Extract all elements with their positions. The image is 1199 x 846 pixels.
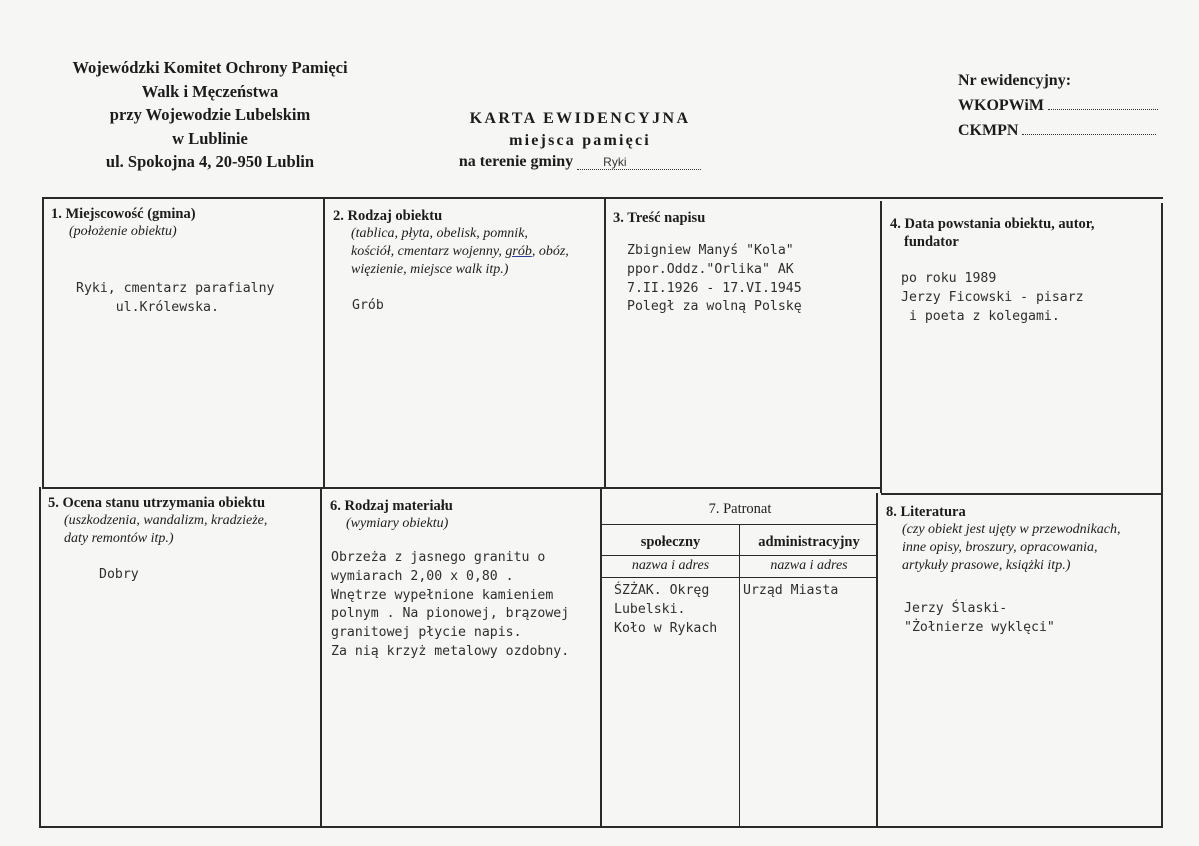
- registry-label: Nr ewidencyjny:: [958, 72, 1072, 89]
- section-literature-title: 8. Literatura: [886, 504, 966, 520]
- patronat-line-sub: [602, 577, 878, 578]
- section-material-title: 6. Rodzaj materiału: [330, 498, 453, 514]
- committee-line: Wojewódzki Komitet Ochrony Pamięci: [72, 58, 348, 77]
- grid-line-v1-bottom: [320, 487, 322, 828]
- wkopwim-row: [958, 93, 1158, 118]
- committee-line: w Lublinie: [172, 128, 248, 148]
- grid-line-v1-top: [323, 197, 325, 487]
- section-location-hint: (położenie obiektu): [69, 224, 177, 239]
- patronage-social-value: ŚZŻAK. Okręg Lubelski. Koło w Rykach: [614, 583, 718, 636]
- section-object-type: [333, 207, 601, 279]
- section-object-type-title: 2. Rodzaj obiektu: [333, 208, 443, 224]
- ckmpn-row: [958, 118, 1158, 143]
- gmina-value: Ryki: [603, 155, 627, 169]
- ckmpn-label: CKMPN: [958, 122, 1019, 139]
- ckmpn-field[interactable]: [1022, 122, 1156, 135]
- condition-hint-line: (uszkodzenia, wandalizm, kradzieże,: [64, 513, 268, 528]
- card-subtitle: miejsca pamięci: [509, 132, 651, 149]
- section-location-title: 1. Miejscowość (gmina): [51, 206, 196, 222]
- literature-hint-line: (czy obiekt jest ujęty w przewodnikach,: [902, 522, 1121, 537]
- card-title-block: [410, 110, 750, 171]
- section-creation: [890, 215, 1155, 251]
- object-type-hint-part: kościół, cmentarz wojenny,: [351, 244, 506, 259]
- gmina-field[interactable]: [577, 155, 701, 170]
- literature-value: Jerzy Ślaski- "Żołnierze wyklęci": [904, 601, 1055, 635]
- committee-address: [30, 56, 390, 174]
- patronage-admin-value: Urząd Miasta: [743, 583, 839, 598]
- section-literature: [886, 503, 1160, 575]
- patronat-line-cols: [602, 555, 878, 556]
- grid-line-left-bottom: [39, 487, 41, 828]
- gmina-line: [410, 153, 750, 171]
- literature-hint-line: inne opisy, broszury, opracowania,: [902, 540, 1098, 555]
- object-type-hint-line: [333, 243, 601, 261]
- committee-line: przy Wojewodzie Lubelskim: [109, 105, 311, 125]
- object-type-value: Grób: [352, 298, 384, 313]
- section-inscription: [613, 209, 705, 227]
- patronage-admin-header: administracyjny: [758, 534, 860, 550]
- location-value: Ryki, cmentarz parafialny ul.Królewska.: [76, 281, 275, 315]
- gmina-label: na terenie gminy: [458, 153, 574, 170]
- committee-line: Walk i Męczeństwa: [141, 81, 279, 101]
- condition-value: Dobry: [99, 567, 139, 582]
- patronage-social-sublabel: nazwa i adres: [631, 558, 710, 573]
- patronat-line-header: [602, 524, 878, 525]
- section-condition-title: 5. Ocena stanu utrzymania obiektu: [48, 495, 266, 511]
- object-type-hint-line: (tablica, płyta, obelisk, pomnik,: [351, 226, 528, 241]
- section-creation-title: fundator: [904, 234, 959, 250]
- grid-line-v2-top: [604, 197, 606, 487]
- grid-line-mid-left: [42, 487, 605, 489]
- section-material: [330, 497, 598, 533]
- registry-numbers: [958, 68, 1158, 143]
- card-title: KARTA EWIDENCYJNA: [469, 110, 691, 127]
- grid-line-mid-center: [605, 487, 881, 489]
- grid-line-right: [1161, 203, 1163, 828]
- grid-line-mid-right: [881, 493, 1163, 495]
- section-condition: [48, 494, 318, 548]
- material-hint: (wymiary obiektu): [346, 516, 449, 531]
- object-type-hint-grob: grób: [505, 244, 532, 259]
- section-patronage-title: 7. Patronat: [708, 501, 772, 517]
- object-type-hint-line: więzienie, miejsce walk itp.): [351, 262, 509, 277]
- grid-line-left-top: [42, 197, 44, 487]
- grid-line-top: [42, 197, 1163, 199]
- patronage-social-header: społeczny: [640, 534, 701, 550]
- grid-line-v3-top: [880, 201, 882, 493]
- section-inscription-title: 3. Treść napisu: [613, 210, 706, 226]
- wkopwim-label: WKOPWiM: [958, 97, 1044, 114]
- object-type-hint-part: , obóz,: [531, 244, 569, 259]
- inscription-value: Zbigniew Manyś "Kola" ppor.Oddz."Orlika" AK 7.II.1926 - 17.VI.1945 Poległ za wolną Polskę: [627, 243, 802, 315]
- literature-hint-line: artykuły prasowe, książki itp.): [902, 558, 1071, 573]
- patronage-admin-sublabel: nazwa i adres: [770, 558, 848, 573]
- committee-line: ul. Spokojna 4, 20-950 Lublin: [105, 152, 315, 172]
- material-value: Obrzeża z jasnego granitu o wymiarach 2,00 x 0,80 . Wnętrze wypełnione kamieniem polnym . Na pionowej, brązowej granitowej płycie napis. Za nią krzyż metalowy ozdobny.: [331, 550, 570, 659]
- creation-value: po roku 1989 Jerzy Ficowski - pisarz i poeta z kolegami.: [901, 271, 1084, 324]
- section-location: [51, 205, 316, 241]
- wkopwim-field[interactable]: [1048, 97, 1158, 110]
- section-creation-title: 4. Data powstania obiektu, autor,: [890, 216, 1095, 232]
- condition-hint-line: daty remontów itp.): [64, 531, 174, 546]
